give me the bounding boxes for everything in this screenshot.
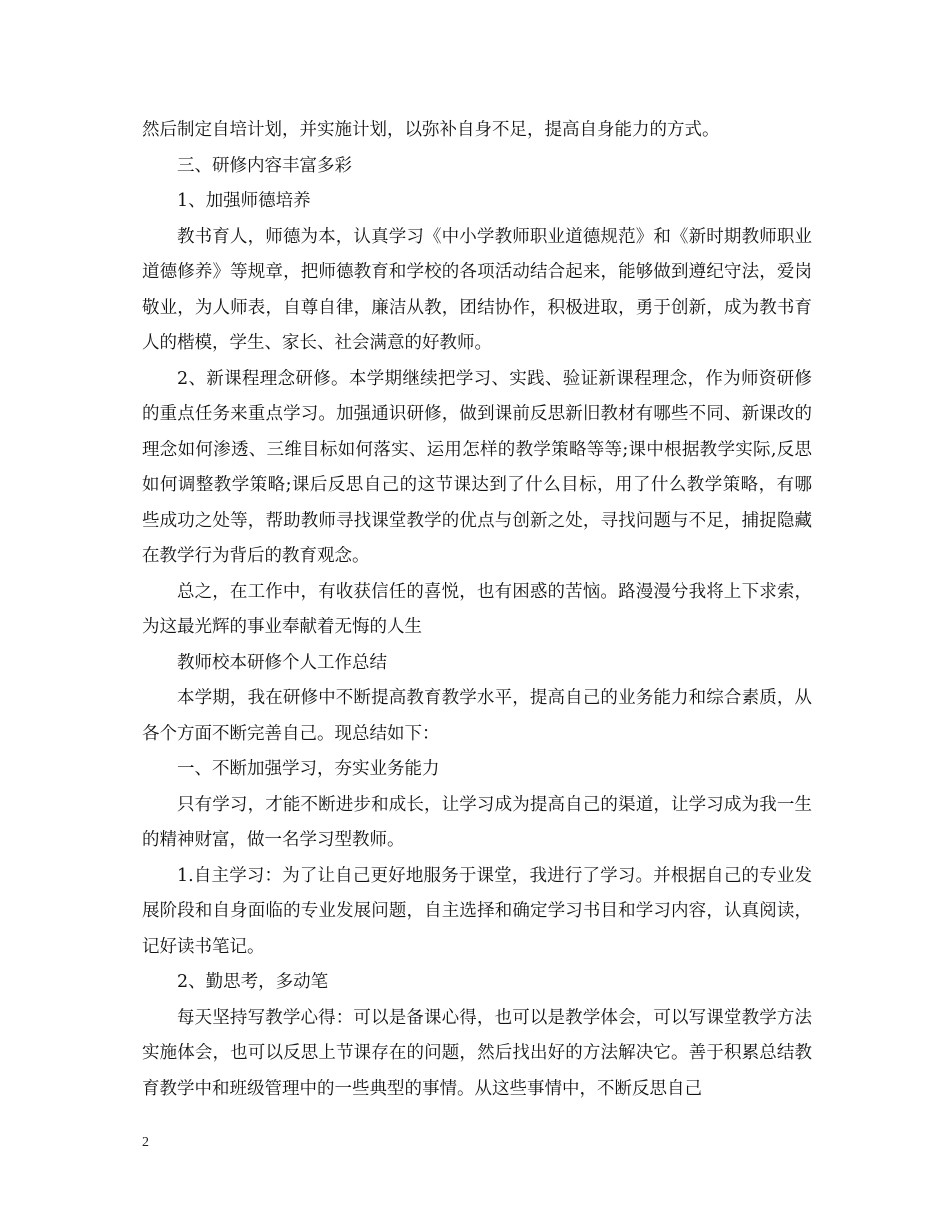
paragraph-1: 然后制定自培计划，并实施计划，以弥补自身不足，提高自身能力的方式。 [142, 120, 720, 140]
section-heading-1: 一、不断加强学习，夯实业务能力 [177, 759, 440, 779]
document-body [142, 113, 812, 1107]
section-heading-3: 三、研修内容丰富多彩 [177, 155, 352, 176]
paragraph-daily-notes: 每天坚持写教学心得：可以是备课心得，也可以是教学体会，可以写课堂教学方法实施体会，也可以反思上节课存在的问题，然后找出好的方法解决它。善于积累总结教育教学中和班级管理中的一些典型的事情。从这些事情中，不断反思自己 [142, 1007, 812, 1099]
paragraph-self-study: 1.自主学习：为了让自己更好地服务于课堂，我进行了学习。并根据自己的专业发展阶段和自身面临的专业发展问题，自主选择和确定学习书目和学习内容，认真阅读，记好读书笔记。 [142, 865, 812, 957]
paragraph-intro: 本学期，我在研修中不断提高教育教学水平，提高自己的业务能力和综合素质，从各个方面不断完善自己。现总结如下： [142, 688, 812, 744]
paragraph-conclusion: 总之，在工作中，有收获信任的喜悦，也有困惑的苦恼。路漫漫兮我将上下求索，为这最光辉的事业奉献着无悔的人生 [142, 581, 812, 637]
subheading-ethics: 1、加强师德培养 [177, 191, 311, 211]
paragraph-learning: 只有学习，才能不断进步和成长，让学习成为提高自己的渠道，让学习成为我一生的精神财富，做一名学习型教师。 [142, 794, 812, 850]
paragraph-new-curriculum: 2、新课程理念研修。本学期继续把学习、实践、验证新课程理念，作为师资研修的重点任务来重点学习。加强通识研修，做到课前反思新旧教材有哪些不同、新课改的理念如何渗透、三维目标如何落实、运用怎样的教学策略等等;课中根据教学实际,反思如何调整教学策略;课后反思自己的这节课达到了什么目标，用了什么教学策略，有哪些成功之处等，帮助教师寻找课堂教学的优点与创新之处，寻找问题与不足，捕捉隐藏在教学行为背后的教育观念。 [142, 368, 812, 566]
paragraph-ethics: 教书育人，师德为本，认真学习《中小学教师职业道德规范》和《新时期教师职业道德修养》等规章，把师德教育和学校的各项活动结合起来，能够做到遵纪守法，爱岗敬业，为人师表，自尊自律，廉洁从教，团结协作，积极进取，勇于创新，成为教书育人的楷模，学生、家长、社会满意的好教师。 [142, 226, 812, 353]
document-title-summary: 教师校本研修个人工作总结 [177, 652, 387, 673]
subheading-think-write: 2、勤思考，多动笔 [177, 972, 329, 992]
page-number: 2 [142, 1135, 149, 1150]
